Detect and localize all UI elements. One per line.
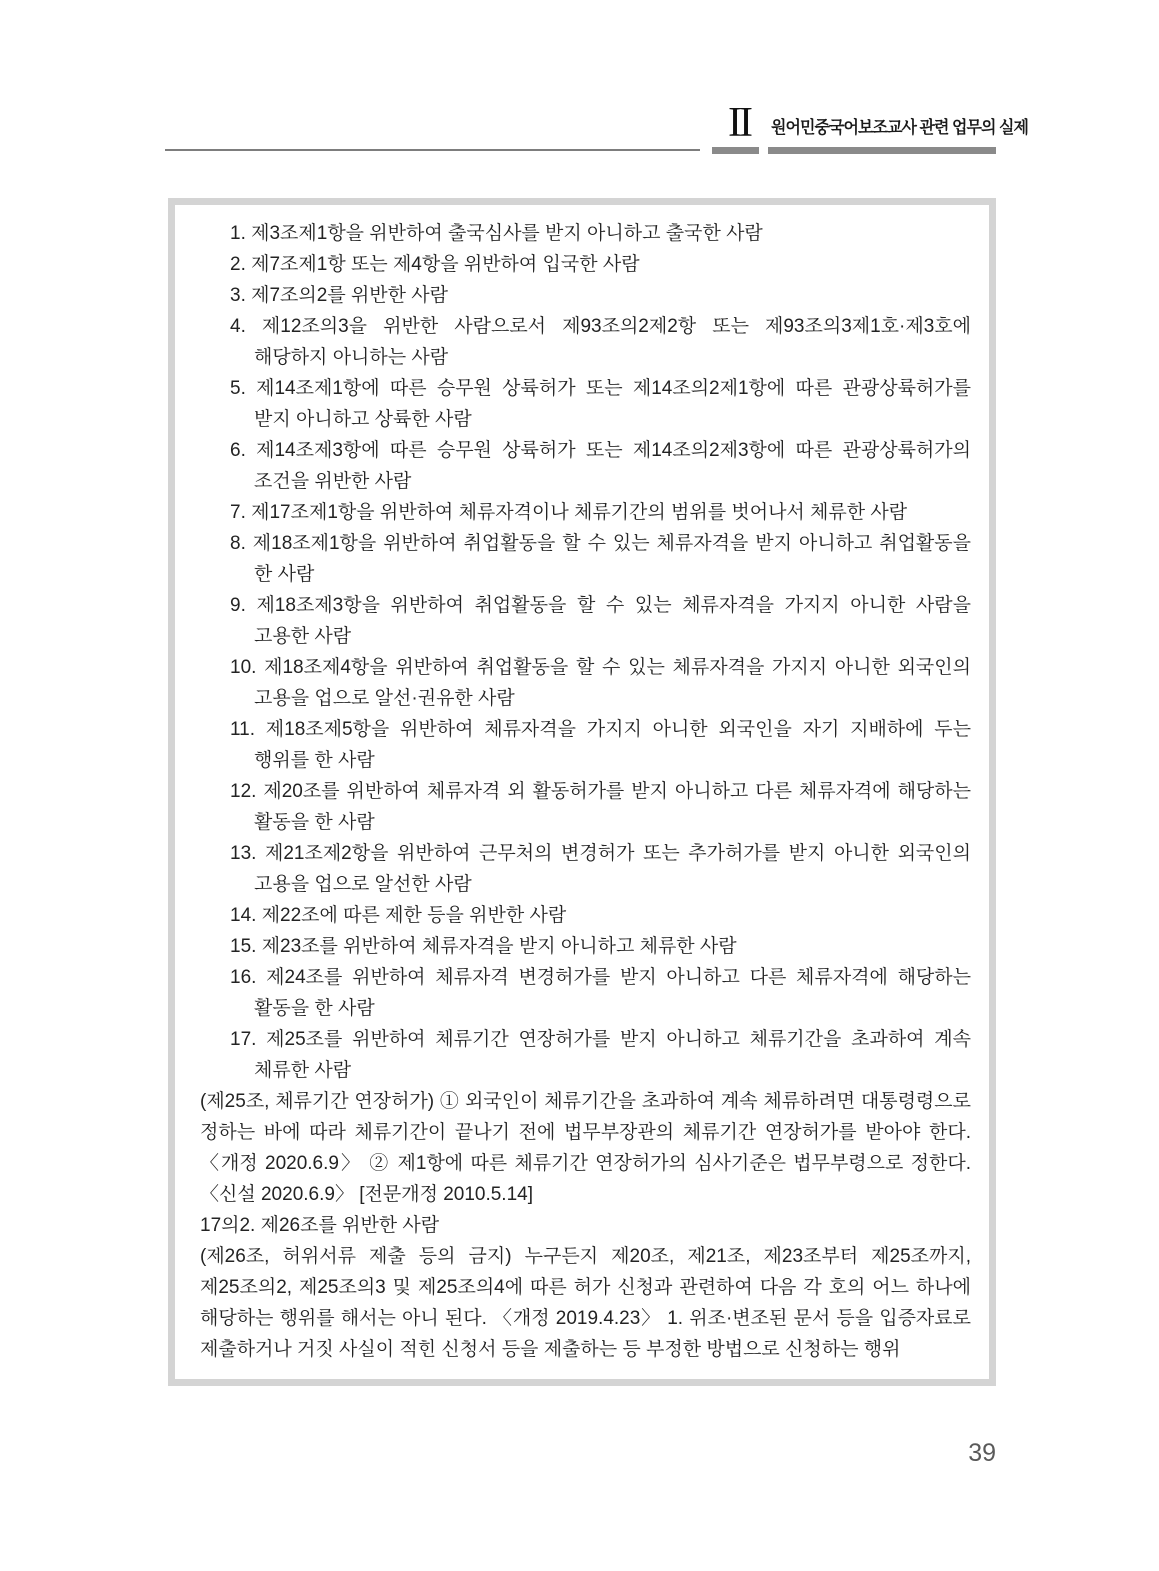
list-item: 1. 제3조제1항을 위반하여 출국심사를 받지 아니하고 출국한 사람 — [230, 223, 763, 244]
clause-paragraph: (제26조, 허위서류 제출 등의 금지) 누구든지 제20조, 제21조, 제23조부터 제25조까지, 제25조의2, 제25조의3 및 제25조의4에 따른 허가 신청과 관련하여 다음 각 호의 어느 하나에 해당하는 행위를 해서는 아니 된다. 〈개정 2019.4.23〉 1. 위조·변조된 문서 등을 입증자료로 제출하거나 거짓 사실이 적힌 신청서 등을 제출하는 등 부정한 방법으로 신청하는 행위 — [200, 1246, 971, 1360]
list-item: 15. 제23조를 위반하여 체류자격을 받지 아니하고 체류한 사람 — [230, 936, 737, 957]
section-title: 원어민중국어보조교사 관련 업무의 실제 — [771, 118, 1028, 137]
list-item: 8. 제18조제1항을 위반하여 취업활동을 할 수 있는 체류자격을 받지 아니하고 취업활동을 한 사람 — [230, 533, 971, 585]
clause-paragraph: 17의2. 제26조를 위반한 사람 — [200, 1215, 440, 1236]
section-number: II — [728, 100, 750, 146]
list-item: 17. 제25조를 위반하여 체류기간 연장허가를 받지 아니하고 체류기간을 초과하여 계속 체류한 사람 — [230, 1029, 971, 1081]
list-item: 3. 제7조의2를 위반한 사람 — [230, 285, 449, 306]
list-item: 13. 제21조제2항을 위반하여 근무처의 변경허가 또는 추가허가를 받지 아니한 외국인의 고용을 업으로 알선한 사람 — [230, 843, 971, 895]
list-item: 5. 제14조제1항에 따른 승무원 상륙허가 또는 제14조의2제1항에 따른 관광상륙허가를 받지 아니하고 상륙한 사람 — [230, 378, 971, 430]
list-item: 2. 제7조제1항 또는 제4항을 위반하여 입국한 사람 — [230, 254, 640, 275]
list-item: 6. 제14조제3항에 따른 승무원 상륙허가 또는 제14조의2제3항에 따른 관광상륙허가의 조건을 위반한 사람 — [230, 440, 971, 492]
list-item: 12. 제20조를 위반하여 체류자격 외 활동허가를 받지 아니하고 다른 체류자격에 해당하는 활동을 한 사람 — [230, 781, 971, 833]
list-item: 4. 제12조의3을 위반한 사람으로서 제93조의2제2항 또는 제93조의3제1호·제3호에 해당하지 아니하는 사람 — [230, 316, 971, 368]
list-item: 7. 제17조제1항을 위반하여 체류자격이나 체류기간의 범위를 벗어나서 체류한 사람 — [230, 502, 908, 523]
clause-paragraph: (제25조, 체류기간 연장허가) ① 외국인이 체류기간을 초과하여 계속 체류하려면 대통령령으로 정하는 바에 따라 체류기간이 끝나기 전에 법무부장관의 체류기간 연장허가를 받아야 한다. 〈개정 2020.6.9〉 ② 제1항에 따른 체류기간 연장허가의 심사기준은 법무부령으로 정한다. 〈신설 2020.6.9〉 [전문개정 2010.5.14] — [200, 1091, 971, 1205]
list-item: 16. 제24조를 위반하여 체류자격 변경허가를 받지 아니하고 다른 체류자격에 해당하는 활동을 한 사람 — [230, 967, 971, 1019]
list-item: 10. 제18조제4항을 위반하여 취업활동을 할 수 있는 체류자격을 가지지 아니한 외국인의 고용을 업으로 알선·권유한 사람 — [230, 657, 971, 709]
list-item: 14. 제22조에 따른 제한 등을 위반한 사람 — [230, 905, 567, 926]
section-title-underline — [768, 147, 996, 154]
page-number: 39 — [968, 1439, 996, 1467]
list-item: 11. 제18조제5항을 위반하여 체류자격을 가지지 아니한 외국인을 자기 지배하에 두는 행위를 한 사람 — [230, 719, 971, 771]
content-box — [168, 198, 996, 1386]
section-number-underline — [712, 147, 759, 154]
list-item: 9. 제18조제3항을 위반하여 취업활동을 할 수 있는 체류자격을 가지지 아니한 사람을 고용한 사람 — [230, 595, 971, 647]
header-rule — [165, 149, 700, 151]
